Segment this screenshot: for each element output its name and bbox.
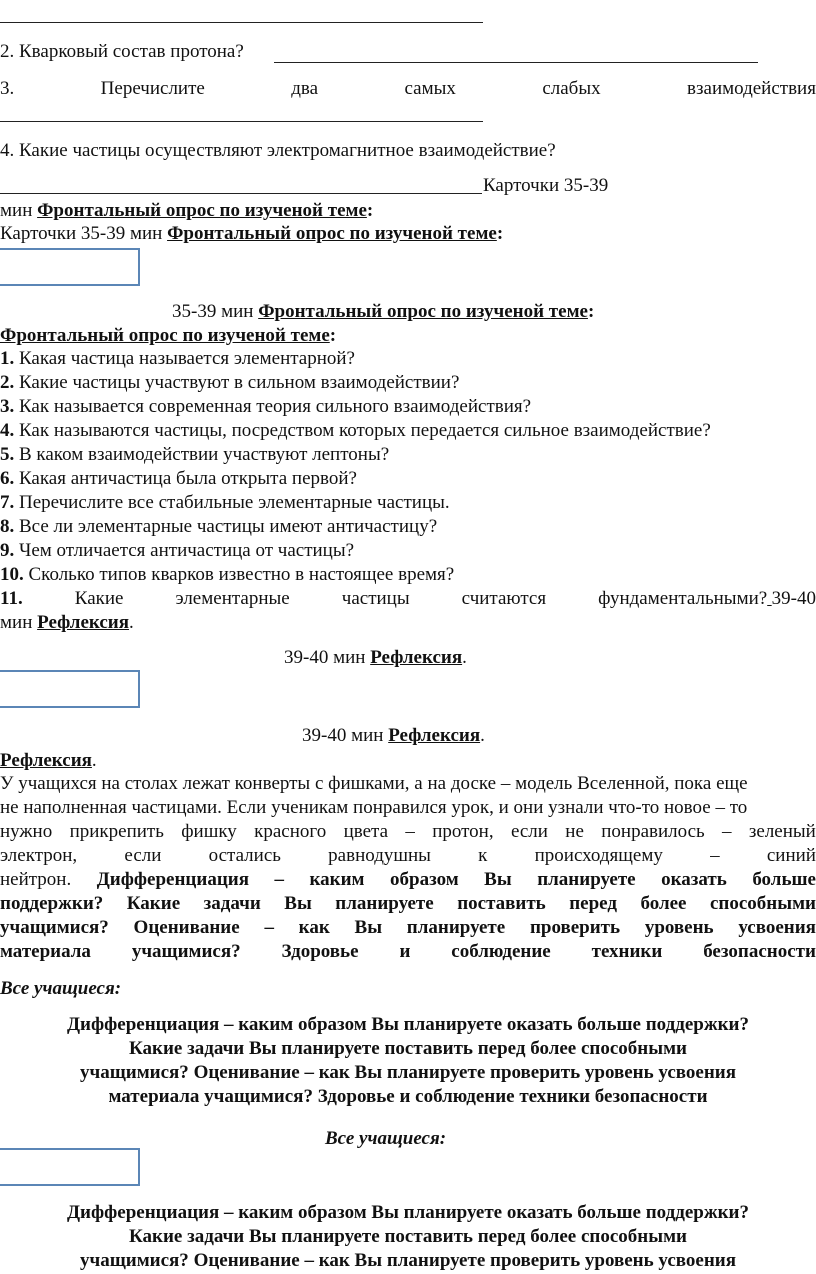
word: протон, [432, 821, 494, 842]
question-11 [0, 587, 816, 612]
question-item [0, 347, 355, 371]
diff-text: Оценивание – как Вы планируете проверить уровень усвоения [193, 1250, 736, 1271]
all-students-label: Все учащиеся: [0, 978, 122, 999]
question-4 [0, 139, 556, 163]
question-text: Все ли элементарные частицы имеют античастицу? [19, 516, 438, 537]
word: не [565, 821, 584, 842]
word: учащимися? [0, 917, 109, 938]
word: как [298, 917, 330, 938]
question-text: Сколько типов кварков известно в настоящее время? [28, 564, 455, 585]
colon: : [366, 200, 374, 221]
question-item [0, 563, 454, 587]
question-number: 10. [0, 564, 24, 585]
frontal-title: Фронтальный опрос по изученой теме [0, 325, 330, 346]
period: . [129, 612, 134, 633]
question-text: Перечислите все стабильные элементарные частицы. [19, 492, 450, 513]
time-value: 35-39 мин [172, 301, 254, 322]
reflection-paragraph-line [0, 940, 816, 965]
word: – [722, 821, 732, 842]
word: фишку [181, 821, 237, 842]
word: Вы [484, 869, 512, 890]
word: равнодушны [328, 845, 431, 866]
word: Оценивание [133, 917, 240, 938]
line-start [0, 868, 71, 893]
time-value: 39-40 мин [302, 725, 384, 746]
word: безопасности [703, 941, 816, 962]
word: зеленый [748, 821, 816, 842]
reflection-paragraph-line [0, 868, 816, 893]
question-2-text: 2. Кварковый состав протона? [0, 41, 244, 62]
word: планируете [335, 893, 434, 914]
question-item [0, 371, 459, 395]
question-4-text: 4. Какие частицы осуществляют электромагнитное взаимодействие? [0, 140, 556, 161]
word: нужно [0, 821, 53, 842]
diff-line [0, 1037, 816, 1061]
cards-label: Карточки [0, 223, 77, 244]
all-students-line [0, 977, 121, 1002]
colon: : [587, 301, 595, 322]
q11-word: частицы [341, 588, 410, 609]
diff-text: Какие задачи Вы планируете поставить перед более способными [129, 1226, 687, 1247]
reflection-line-3 [302, 724, 485, 749]
q3-word: слабых [542, 78, 601, 99]
q11-word: фундаментальными? [598, 588, 768, 609]
word: электрон, [0, 845, 78, 866]
word: соблюдение [451, 941, 551, 962]
answer-line [274, 62, 758, 63]
question-text: В каком взаимодействии участвуют лептоны? [19, 444, 390, 465]
q11-tail [598, 587, 816, 612]
word: материала [0, 941, 91, 962]
frontal-title: Фронтальный опрос по изученой теме [167, 223, 497, 244]
question-text: Какая античастица была открыта первой? [19, 468, 357, 489]
minutes-label: мин [0, 200, 33, 221]
word: перед [569, 893, 617, 914]
word: к [478, 845, 488, 866]
colon: : [329, 325, 337, 346]
q11-word: Какие [74, 588, 124, 609]
question-number: 7. [0, 492, 15, 513]
question-item [0, 419, 711, 443]
word: способными [709, 893, 816, 914]
answer-line [0, 22, 483, 23]
word: – [405, 821, 415, 842]
question-number: 6. [0, 468, 15, 489]
word: каким [309, 869, 365, 890]
word: Дифференциация [96, 869, 249, 890]
q3-word: Перечислите [100, 78, 205, 99]
question-item [0, 491, 450, 515]
all-students-label: Все учащиеся: [325, 1128, 447, 1149]
word: задачи [203, 893, 261, 914]
answer-line [0, 121, 483, 122]
word: усвоения [738, 917, 816, 938]
diff-line [0, 1249, 816, 1274]
q11-word: считаются [461, 588, 547, 609]
diff-text: Оценивание – как Вы планируете проверить уровень усвоения [193, 1062, 736, 1083]
q11-word: элементарные [175, 588, 290, 609]
diff-text: учащимися? [80, 1062, 189, 1083]
word: если [124, 845, 162, 866]
reflection-title: Рефлексия [37, 612, 130, 633]
diff-text: учащимися? [80, 1250, 189, 1271]
frontal-line-2 [0, 222, 503, 247]
time-value: 39-40 мин [284, 647, 366, 668]
word: Здоровье [281, 941, 359, 962]
answer-line [0, 193, 482, 194]
time-value: 35-39 мин [80, 223, 163, 244]
frontal-title: Фронтальный опрос по изученой теме [37, 200, 367, 221]
diff-text: материала учащимися? [108, 1086, 313, 1107]
word: красного [254, 821, 327, 842]
word: происходящему [534, 845, 663, 866]
word: поставить [457, 893, 546, 914]
colon: : [496, 223, 504, 244]
reflection-paragraph-line: У учащихся на столах лежат конверты с фишками, а на доске – модель Вселенной, пока еще [0, 773, 748, 794]
question-item [0, 515, 437, 539]
question-item [0, 467, 357, 491]
question-number: 3. [0, 396, 15, 417]
q3-word: два [291, 78, 319, 99]
word: больше [752, 869, 816, 890]
q3-word: взаимодействия [687, 78, 816, 99]
word: Какие [126, 893, 181, 914]
reflection-paragraph-line [0, 844, 816, 868]
question-3 [0, 77, 816, 101]
word: – [274, 869, 284, 890]
frontal-line-3 [172, 300, 594, 325]
reflection-heading [0, 749, 97, 773]
word: – [710, 845, 720, 866]
diff-line [0, 1013, 816, 1038]
reflection-title: Рефлексия [388, 725, 481, 746]
word: образом [390, 869, 459, 890]
period: . [480, 725, 485, 746]
word: учащимися? [131, 941, 241, 962]
question-text: Чем отличается античастица от частицы? [19, 540, 355, 561]
question-text: Какая частица называется элементарной? [19, 348, 355, 369]
diff-line [0, 1061, 816, 1086]
question-item [0, 539, 354, 563]
question-2 [0, 40, 244, 64]
word: цвета [343, 821, 389, 842]
period: . [462, 647, 467, 668]
reflection-paragraph-line [0, 916, 816, 941]
question-number: 11. [0, 588, 23, 609]
word: техники [591, 941, 663, 962]
question-item [0, 395, 531, 419]
frontal-heading [0, 324, 336, 348]
question-number: 4. [0, 420, 15, 441]
word-with-icon [132, 940, 241, 965]
word: проверить [529, 917, 621, 938]
text-box [0, 670, 140, 708]
word: оказать [661, 869, 727, 890]
word: нейтрон. [0, 869, 72, 890]
reflection-line-1 [0, 611, 134, 636]
diff-line [0, 1201, 816, 1225]
diff-text: Какие задачи Вы планируете поставить перед более способными [129, 1038, 687, 1059]
time-value: 39-40 [771, 588, 816, 609]
period: . [91, 750, 97, 771]
word: поддержки? [0, 893, 104, 914]
diff-text: Здоровье и соблюдение техники безопасности [317, 1086, 708, 1107]
question-number: 9. [0, 540, 15, 561]
cards-label: Карточки [483, 175, 560, 196]
minutes-label: мин [0, 612, 33, 633]
question-number: 1. [0, 348, 15, 369]
time-value: 35-39 [563, 175, 609, 196]
cards-time-line [483, 174, 608, 199]
question-number: 2. [0, 372, 15, 393]
frontal-title: Фронтальный опрос по изученой теме [258, 301, 588, 322]
word: уровень [644, 917, 714, 938]
diff-text: Дифференциация – каким образом Вы планируете оказать больше поддержки? [66, 1202, 750, 1223]
text-box [0, 248, 140, 286]
reflection-paragraph-line [0, 892, 816, 916]
diff-line [0, 1225, 816, 1249]
question-text: Как называется современная теория сильного взаимодействия? [19, 396, 532, 417]
question-text: Как называются частицы, посредством которых передается сильное взаимодействие? [19, 420, 711, 441]
reflection-title: Рефлексия [0, 750, 92, 771]
text-box [0, 1148, 140, 1186]
word: синий [766, 845, 816, 866]
question-number: 8. [0, 516, 15, 537]
word: Вы [354, 917, 383, 938]
question-item [0, 443, 389, 467]
question-text: Какие частицы участвуют в сильном взаимодействии? [19, 372, 460, 393]
reflection-title: Рефлексия [370, 647, 463, 668]
word: если [510, 821, 548, 842]
reflection-paragraph-line [0, 820, 816, 844]
q3-word: 3. [0, 78, 15, 99]
line-start [0, 916, 109, 941]
frontal-line-1 [0, 199, 373, 224]
reflection-paragraph-line: не наполненная частицами. Если ученикам понравился урок, и они узнали что-то новое – то [0, 797, 748, 818]
word: и [399, 941, 411, 962]
q3-word: самых [404, 78, 456, 99]
all-students-line [325, 1127, 446, 1152]
word: прикрепить [69, 821, 164, 842]
word: понравилось [601, 821, 705, 842]
word: планируете [537, 869, 636, 890]
word: планируете [406, 917, 506, 938]
word: остались [208, 845, 281, 866]
diff-line [0, 1085, 816, 1110]
diff-text: Дифференциация – каким образом Вы планируете оказать больше поддержки? [66, 1014, 750, 1035]
word: Вы [284, 893, 312, 914]
word: – [264, 917, 274, 938]
word: более [640, 893, 687, 914]
question-number: 5. [0, 444, 15, 465]
reflection-line-2 [284, 646, 467, 671]
